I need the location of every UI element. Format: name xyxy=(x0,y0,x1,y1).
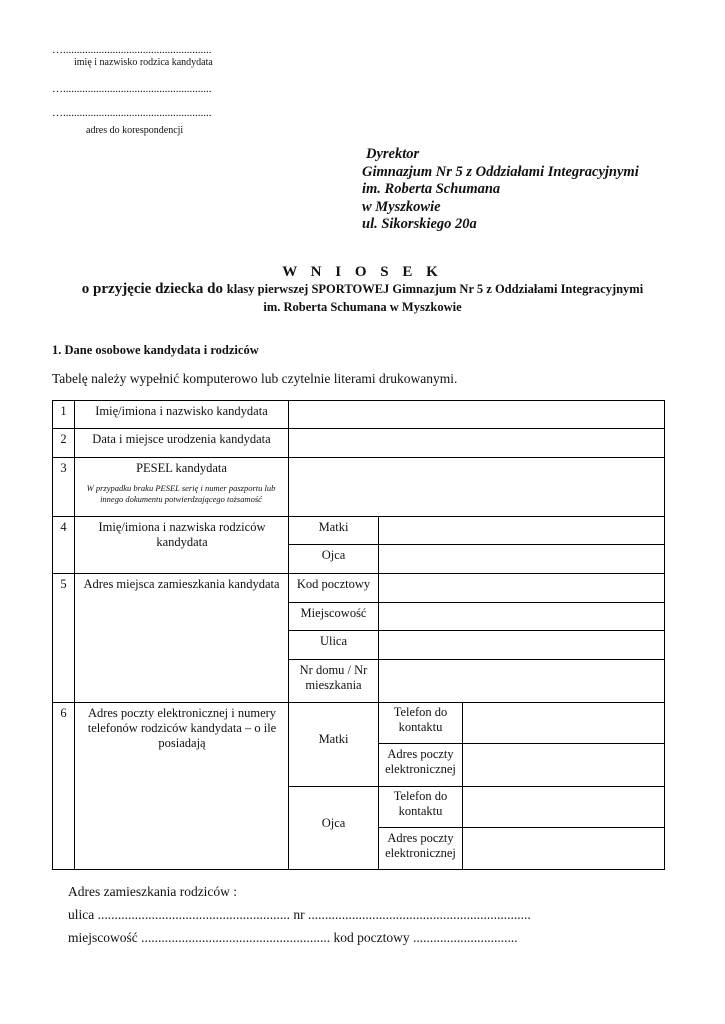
row-label-pesel: PESEL kandydata xyxy=(136,461,227,475)
parent-name-label: imię i nazwisko rodzica kandydata xyxy=(74,57,213,68)
postal-code-input[interactable] xyxy=(379,574,664,602)
recipient-block xyxy=(362,146,639,234)
sub-label-street: Ulica xyxy=(319,634,348,648)
section-heading: 1. Dane osobowe kandydata i rodziców xyxy=(52,343,259,357)
pesel-input[interactable] xyxy=(289,458,664,516)
mother-name-input[interactable] xyxy=(379,517,664,544)
applicant-data-table xyxy=(52,400,665,870)
subtitle-class: klasy pierwszej SPORTOWEJ Gimnazjum Nr 5 z Oddziałami Integracyjnymi xyxy=(226,282,644,296)
sub-label-father: Ojca xyxy=(321,548,346,562)
label-mother-phone: Telefon do kontaktu xyxy=(393,705,448,734)
city-input[interactable] xyxy=(379,603,664,630)
house-number-input[interactable] xyxy=(379,660,664,702)
row-label-parents-names: Imię/imiona i nazwiska rodziców kandydata xyxy=(98,520,266,549)
sub-label-mother: Matki xyxy=(318,520,349,534)
parents-city-line[interactable]: miejscowość ........................................................ kod pocztowy ............................... xyxy=(68,930,518,945)
father-email-input[interactable] xyxy=(463,828,664,869)
parent-name-field[interactable]: …...................................................... xyxy=(52,44,212,56)
father-name-input[interactable] xyxy=(379,545,664,573)
label-mother-email: Adres poczty elektronicznej xyxy=(385,747,456,776)
row-label-birth: Data i miejsce urodzenia kandydata xyxy=(92,432,271,446)
subtitle-line2: im. Roberta Schumana w Myszkowie xyxy=(263,300,462,314)
group-label-mother: Matki xyxy=(318,732,349,746)
group-label-father: Ojca xyxy=(321,816,346,830)
row-number: 3 xyxy=(60,461,67,475)
row-number: 5 xyxy=(60,577,67,591)
sub-label-house-number: Nr domu / Nr mieszkania xyxy=(299,663,368,692)
father-phone-input[interactable] xyxy=(463,787,664,827)
sub-label-city: Miejscowość xyxy=(300,606,367,620)
birth-date-place-input[interactable] xyxy=(289,429,664,457)
label-father-email: Adres poczty elektronicznej xyxy=(385,831,456,860)
recipient-street: ul. Sikorskiego 20a xyxy=(362,216,477,233)
fill-instruction: Tabelę należy wypełnić komputerowo lub czytelnie literami drukowanymi. xyxy=(52,371,458,386)
pesel-hint: W przypadku braku PESEL serię i numer paszportu lub innego dokumentu potwierdzającego tożsamość xyxy=(86,483,276,504)
address-field-2[interactable]: …...................................................... xyxy=(52,107,212,119)
document-subtitle xyxy=(0,281,725,298)
address-field-1[interactable]: …...................................................... xyxy=(52,83,212,95)
row-label-candidate-address: Adres miejsca zamieszkania kandydata xyxy=(83,577,280,591)
parents-address-heading: Adres zamieszkania rodziców : xyxy=(68,884,238,899)
subtitle-lead: o przyjęcie dziecka do xyxy=(81,281,223,297)
label-father-phone: Telefon do kontaktu xyxy=(393,789,448,818)
row-label-parents-contact: Adres poczty elektronicznej i numery telefonów rodziców kandydata – o ile posiadają xyxy=(87,706,277,750)
row-label-candidate-name: Imię/imiona i nazwisko kandydata xyxy=(95,404,268,418)
row-number: 2 xyxy=(60,432,67,446)
mother-phone-input[interactable] xyxy=(463,703,664,743)
mother-email-input[interactable] xyxy=(463,744,664,786)
row-number: 1 xyxy=(60,404,67,418)
recipient-patron: im. Roberta Schumana xyxy=(362,181,501,198)
sub-label-postal-code: Kod pocztowy xyxy=(296,577,371,591)
parents-street-line[interactable]: ulica ......................................................... nr .................................................................. xyxy=(68,907,531,922)
candidate-name-input[interactable] xyxy=(289,401,664,428)
address-label: adres do korespondencji xyxy=(86,125,184,136)
row-number: 6 xyxy=(60,706,67,720)
row-number: 4 xyxy=(60,520,67,534)
recipient-school: Gimnazjum Nr 5 z Oddziałami Integracyjnymi xyxy=(362,163,639,180)
recipient-title: Dyrektor xyxy=(366,146,420,162)
recipient-city: w Myszkowie xyxy=(362,198,441,215)
street-input[interactable] xyxy=(379,631,664,659)
document-title: W N I O S E K xyxy=(282,264,443,280)
